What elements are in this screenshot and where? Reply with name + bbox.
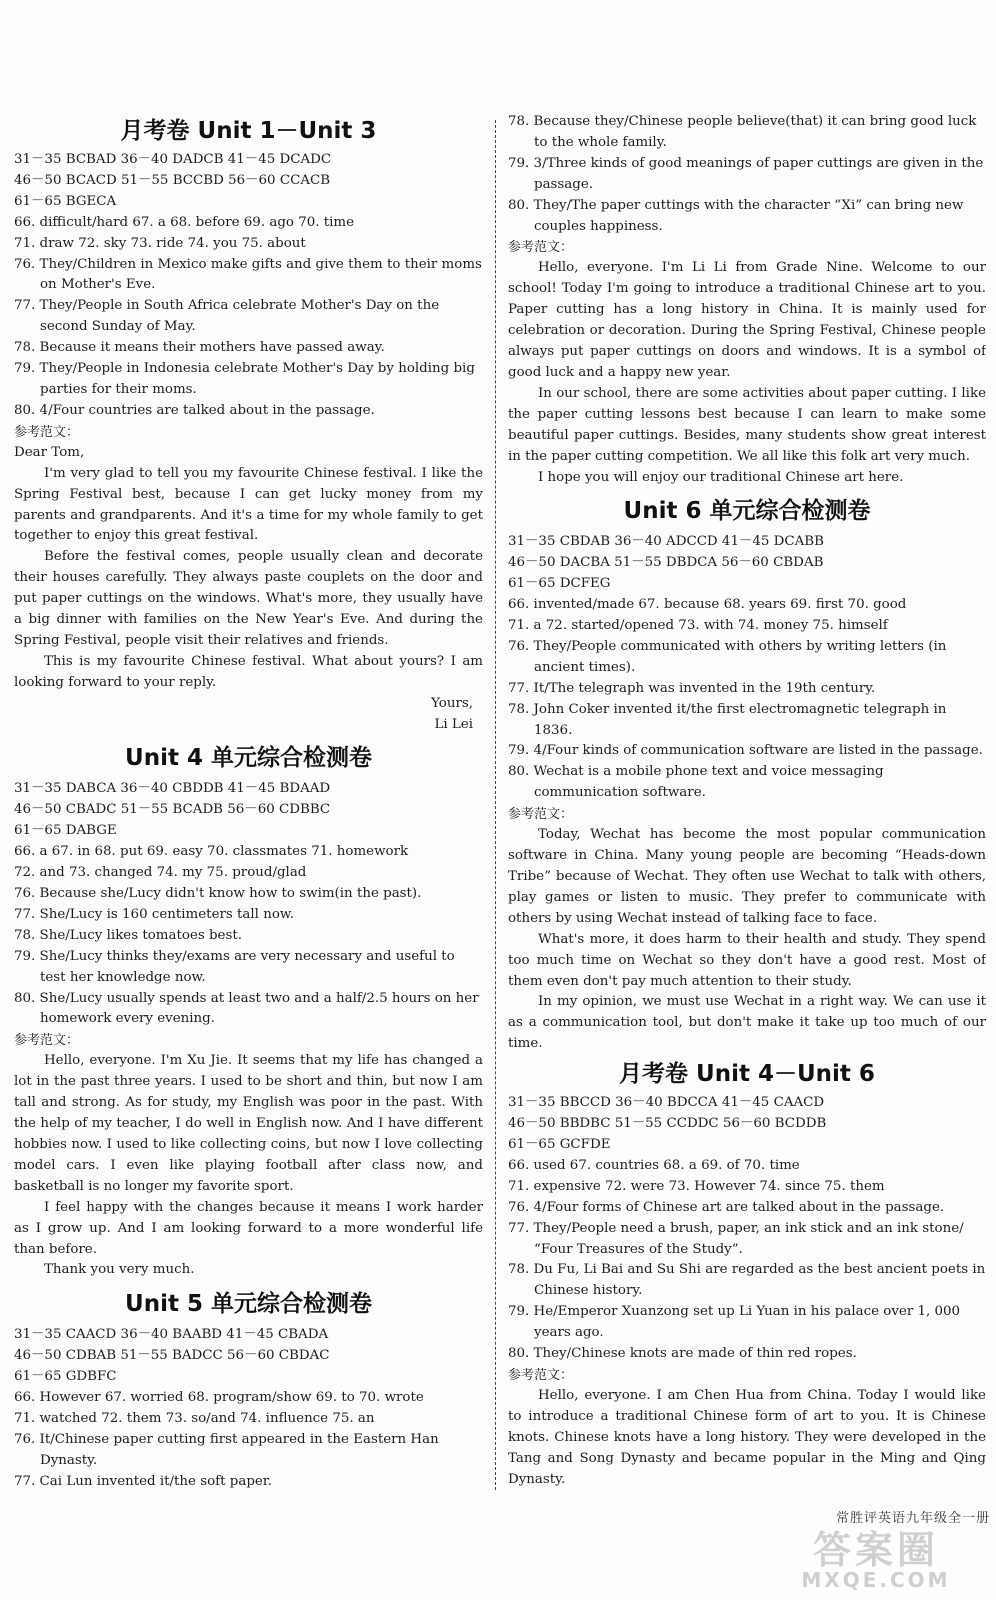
answer-line: 31－35 BCBAD 36－40 DADCB 41－45 DCADC [14, 152, 332, 167]
signature-line: Yours, [431, 695, 473, 711]
answer-line: 46－50 CDBAB 51－55 BADCC 56－60 CBDAC [14, 1348, 330, 1364]
answer-item: 78. Because it means their mothers have passed away. [14, 340, 385, 356]
section-heading: Unit 6 单元综合检测卷 [623, 498, 871, 525]
watermark-url: MXQE.COM [801, 1568, 951, 1592]
answer-item: 79. She/Lucy thinks they/exams are very necessary and useful to test her knowledge now. [14, 948, 455, 985]
answer-line: 71. a 72. started/opened 73. with 74. money 75. himself [508, 618, 888, 634]
column-divider [495, 120, 496, 1490]
essay-paragraph: Hello, everyone. I'm Li Li from Grade Nine. Welcome to our school! Today I'm going to introduce a traditional Chinese art to you. Paper cutting has a long history in China. It is mainly used for celebration or decoration. During the Spring Festival, Chinese people always put paper cuttings on doors and windows. It is a symbol of good luck and a happy new year. [508, 260, 986, 380]
answer-line: 61－65 GDBFC [14, 1369, 117, 1385]
answer-item: 78. John Coker invented it/the first electromagnetic telegraph in 1836. [508, 701, 947, 738]
answer-item: 76. They/Children in Mexico make gifts and give them to their moms on Mother's Eve. [14, 256, 482, 293]
answer-item: 80. 4/Four countries are talked about in the passage. [14, 402, 375, 418]
answer-item: 78. Because they/Chinese people believe(that) it can bring good luck to the whole family. [508, 114, 977, 150]
essay-paragraph: I feel happy with the changes because it means I work harder as I grow up. And I am looking forward to a more wonderful life than before. [14, 1199, 483, 1257]
essay-paragraph: In our school, there are some activities about paper cutting. I like the paper cutting lessons best because I can learn to make some beautiful paper cuttings. Besides, many students show great interest in the paper cutting competition. We all like this folk art very much. [508, 385, 986, 464]
section-heading: 月考卷 Unit 1－Unit 3 [120, 118, 377, 144]
answer-item: 79. He/Emperor Xuanzong set up Li Yuan in his palace over 1, 000 years ago. [508, 1304, 961, 1341]
watermark-text: 答案圈 [812, 1528, 939, 1572]
sample-essay-label: 参考范文： [508, 807, 574, 823]
answer-line: 61－65 BGECA [14, 193, 117, 209]
answer-item: 77. Cai Lun invented it/the soft paper. [14, 1473, 272, 1489]
answer-item: 76. Because she/Lucy didn't know how to swim(in the past). [14, 886, 422, 901]
essay-paragraph: Hello, everyone. I am Chen Hua from China. Today I would like to introduce a traditional Chinese form of art to you. It is Chinese knots. Chinese knots have a long history. They were developed in the Tang and Song Dynasty and became popular in the Ming and Qing Dynasty. [508, 1387, 986, 1487]
essay-paragraph: Today, Wechat has become the most popular communication software in China. Many young people are becoming “Heads-down Tribe” because of Wechat. They often use Wechat to talk with others, play games or listen to music. They prefer to communicate with others by using Wechat instead of talking face to face. [508, 827, 986, 926]
answer-item: 76. They/People communicated with others by writing letters (in ancient times). [508, 638, 947, 675]
sample-essay-label: 参考范文： [508, 240, 574, 256]
answer-item: 76. It/Chinese paper cutting first appeared in the Eastern Han Dynasty. [14, 1431, 439, 1468]
answer-line: 31－35 DABCA 36－40 CBDDB 41－45 BDAAD [14, 781, 331, 797]
signature-line: Li Lei [434, 716, 473, 732]
answer-line: 72. and 73. changed 74. my 75. proud/glad [14, 865, 307, 881]
answer-item: 76. 4/Four forms of Chinese art are talked about in the passage. [508, 1199, 945, 1215]
sample-essay-label: 参考范文： [508, 1367, 574, 1383]
answer-line: 66. difficult/hard 67. a 68. before 69. ago 70. time [14, 214, 355, 230]
essay-paragraph: This is my favourite Chinese festival. What about yours? I am looking forward to your reply. [14, 653, 483, 690]
answer-line: 31－35 BBCCD 36－40 BDCCA 41－45 CAACD [508, 1095, 825, 1111]
answer-item: 79. 4/Four kinds of communication software are listed in the passage. [508, 743, 983, 759]
answer-item: 77. They/People in South Africa celebrate Mother's Day on the second Sunday of May. [14, 298, 440, 335]
essay-paragraph: What's more, it does harm to their health and study. They spend too much time on Wechat so they don't have a good rest. Most of them even don't pay much attention to their study. [508, 931, 986, 989]
answer-line: 66. However 67. worried 68. program/show 69. to 70. wrote [14, 1390, 424, 1406]
answer-item: 80. They/Chinese knots are made of thin red ropes. [508, 1346, 857, 1362]
answer-line: 66. a 67. in 68. put 69. easy 70. classmates 71. homework [14, 844, 409, 860]
answer-item: 77. It/The telegraph was invented in the 19th century. [508, 680, 876, 696]
answer-line: 61－65 GCFDE [508, 1136, 611, 1152]
essay-paragraph: Thank you very much. [44, 1262, 195, 1278]
section-heading: Unit 4 单元综合检测卷 [125, 745, 372, 772]
sample-essay-label: 参考范文： [14, 1033, 80, 1049]
answer-line: 46－50 DACBA 51－55 DBDCA 56－60 CBDAB [508, 555, 824, 571]
answer-line: 71. watched 72. them 73. so/and 74. influence 75. an [14, 1410, 375, 1426]
answer-line: 71. draw 72. sky 73. ride 74. you 75. about [14, 235, 306, 251]
answer-item: 80. Wechat is a mobile phone text and voice messaging communication software. [508, 764, 884, 801]
section-heading: Unit 5 单元综合检测卷 [125, 1291, 372, 1318]
answer-line: 61－65 DCFEG [508, 576, 611, 592]
answer-item: 78. Du Fu, Li Bai and Su Shi are regarded as the best ancient poets in Chinese history. [508, 1262, 986, 1299]
answer-line: 46－50 BCACD 51－55 BCCBD 56－60 CCACB [14, 172, 331, 188]
answer-line: 61－65 DABGE [14, 823, 117, 839]
page-footer: 常胜评英语九年级全一册 [835, 1511, 990, 1526]
answer-item: 77. She/Lucy is 160 centimeters tall now. [14, 906, 295, 922]
answer-line: 31－35 CAACD 36－40 BAABD 41－45 CBADA [14, 1327, 329, 1343]
answer-line: Dear Tom, [14, 444, 85, 460]
answer-line: 31－35 CBDAB 36－40 ADCCD 41－45 DCABB [508, 534, 824, 550]
answer-line: 66. used 67. countries 68. a 69. of 70. time [508, 1157, 800, 1173]
answer-item: 79. 3/Three kinds of good meanings of paper cuttings are given in the passage. [508, 155, 984, 192]
answer-line: 46－50 BBDBC 51－55 CCDDC 56－60 BCDDB [508, 1116, 827, 1132]
essay-paragraph: Before the festival comes, people usually clean and decorate their houses carefully. They always paste couplets on the door and put paper cuttings on the windows. What's more, they usually have a big dinner with families on the New Year's Eve. And during the Spring Festival, people visit their relatives and friends. [14, 549, 483, 648]
section-heading: 月考卷 Unit 4－Unit 6 [619, 1061, 875, 1088]
answer-item: 79. They/People in Indonesia celebrate Mother's Day by holding big parties for their moms. [14, 361, 475, 397]
watermark-logo [776, 1530, 976, 1592]
answer-item: 80. She/Lucy usually spends at least two and a half/2.5 hours on her homework every evening. [14, 990, 479, 1027]
essay-paragraph: I'm very glad to tell you my favourite Chinese festival. I like the Spring Festival best, because I can get lucky money from my parents and grandparents. And it's a time for my whole family to get together to enjoy this great festival. [14, 465, 483, 544]
left-column [0, 0, 483, 1493]
essay-paragraph: Hello, everyone. I'm Xu Jie. It seems that my life has changed a lot in the past three years. I used to be short and thin, but now I am tall and strong. As for study, my English was poor in the past. With the help of my teacher, I do well in English now. And I have different hobbies now. I used to like collecting coins, but now I love collecting model cars. I even like playing football after class now, and basketball is no longer my favorite sport. [14, 1053, 483, 1194]
answer-item: 80. They/The paper cuttings with the character “Xi” can bring new couples happiness. [508, 197, 964, 234]
essay-paragraph: I hope you will enjoy our traditional Chinese art here. [538, 469, 904, 485]
answer-line: 46－50 CBADC 51－55 BCADB 56－60 CDBBC [14, 802, 331, 818]
answer-item: 78. She/Lucy likes tomatoes best. [14, 927, 242, 943]
sample-essay-label: 参考范文： [14, 424, 80, 440]
answer-line: 66. invented/made 67. because 68. years 69. first 70. good [508, 597, 907, 613]
answer-item: 77. They/People need a brush, paper, an ink stick and an ink stone/ “Four Treasures of the Study”. [508, 1220, 964, 1257]
essay-paragraph: In my opinion, we must use Wechat in a right way. We can use it as a communication tool, but don't make it take up too much of our time. [508, 994, 986, 1052]
right-column [508, 0, 986, 1490]
answer-line: 71. expensive 72. were 73. However 74. since 75. them [508, 1178, 885, 1194]
